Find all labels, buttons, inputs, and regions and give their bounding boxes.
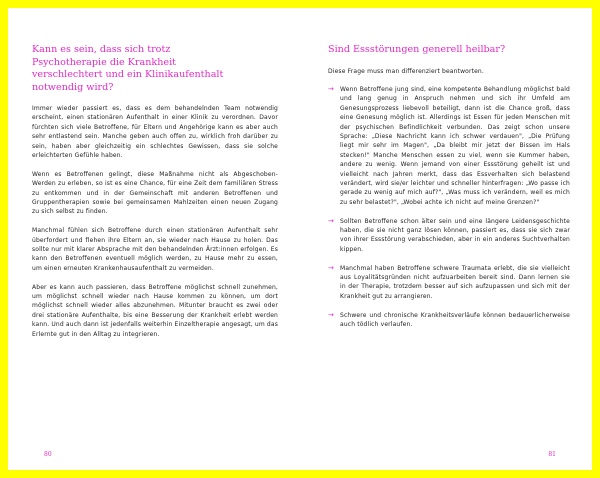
right-page <box>300 8 592 470</box>
list-item-text: Wenn Betroffene jung sind, eine kompetente Behandlung möglichst bald und lang genug in Anspruch nehmen und sich ihr Umfeld am Genesungsprozess liebevoll beteiligt, dann ist die Chance groß, dass eine Genesung möglich ist. Allerdings ist Essen für jeden Menschen mit der psychischen Befindlichkeit verbunden. Das zeigt schon unsere Sprache: „Diese Nachricht kann ich schwer verdauen", „Die Prüfung liegt mir sehr im Magen", „Da bleibt mir jetzt der Bissen im Hals stecken!" Manche Menschen essen zu viel, wenn sie Kummer haben, andere zu wenig. Wenn jemand von einer Essstörung geheilt ist und vielleicht nach Jahren merkt, dass das Essverhalten sich belastend verändert, wird sie/er leichter und schneller hinterfragen: „Wo passe ich gerade zu wenig auf mich auf?", „Was muss ich verändern, weil es mich zu sehr belastet?", „Wobei achte ich nicht auf meine Grenzen?" <box>340 85 570 206</box>
list-item-text: Schwere und chronische Krankheitsverläufe können bedauerlicherweise auch tödlich verlaufen. <box>340 311 570 329</box>
list-item <box>328 311 570 330</box>
left-paragraph-4: Aber es kann auch passieren, dass Betroffene möglichst schnell zunehmen, um möglichst schnell wieder nach Hause kommen zu können, um dort möglichst schnell wieder alles abzunehmen. Mitunter braucht es zwei oder drei stationäre Aufenthalte, bis eine Besserung der Krankheit erlebt werden kann. Und auch dann ist jedenfalls weiterhin Einzeltherapie angesagt, um das Erlernte gut in den Alltag zu integrieren. <box>32 283 278 338</box>
right-page-number: 81 <box>548 451 556 458</box>
left-paragraph-3: Manchmal fühlen sich Betroffene durch einen stationären Aufenthalt sehr überfordert und flehen ihre Eltern an, sie wieder nach Hause zu holen. Das sollte nur mit klarer Absprache mit den behandelnden Ärzt:innen erfolgen. Es kann den Betroffenen eventuell möglich werden, zu Hause mehr zu essen, um einen erneuten Krankenhausaufenthalt zu vermeiden. <box>32 227 278 272</box>
list-item-text: Sollten Betroffene schon älter sein und eine längere Leidensgeschichte haben, die sie nicht ganz lösen können, passiert es, dass sie sich zwar von ihrer Essstörung verabschieden, aber in ein anderes Suchtverhalten kippen. <box>340 217 570 253</box>
right-page-intro: Diese Frage muss man differenziert beantworten. <box>328 67 484 75</box>
list-item <box>328 264 570 302</box>
left-page-heading: Kann es sein, dass sich trotz Psychotherapie die Krankheit verschlechtert und ein Klinikaufenthalt notwendig wird? <box>32 44 224 93</box>
list-item <box>328 85 570 207</box>
list-item <box>328 217 570 255</box>
right-page-heading: Sind Essstörungen generell heilbar? <box>328 44 506 55</box>
arrow-right-icon: → <box>328 84 335 93</box>
arrow-right-icon: → <box>328 216 335 225</box>
arrow-right-icon: → <box>328 263 335 272</box>
left-page <box>8 8 300 470</box>
left-paragraph-1: Immer wieder passiert es, dass es dem behandelnden Team notwendig erscheint, einen stationären Aufenthalt in einer Klinik zu verordnen. Davor fürchten sich viele Betroffene, für Eltern und Angehörige kann es aber auch sehr entlastend sein. Manche geben auch offen zu, wirklich froh darüber zu sein, haben aber gleichzeitig ein schlechtes Gewissen, dass sie solche erleichterten Gefühle haben. <box>32 105 278 160</box>
list-item-text: Manchmal haben Betroffene schwere Traumata erlebt, die sie vielleicht aus Loyalitätsgründen nicht aufzuarbeiten bereit sind. Dann lernen sie in der Therapie, trotzdem besser auf sich aufzupassen und sich mit der Krankheit gut zu arrangieren. <box>340 264 570 300</box>
arrow-right-icon: → <box>328 310 335 319</box>
left-page-number: 80 <box>44 451 52 458</box>
book-spread <box>8 8 592 470</box>
left-paragraph-2: Wenn es Betroffenen gelingt, diese Maßnahme nicht als Abgeschoben-Werden zu erleben, so ist es eine Chance, für eine Zeit dem familiären Stress zu entkommen und in der Gemeinschaft mit anderen Betroffenen und Gruppentherapien sowie bei gemeinsamen Mahlzeiten einen neuen Zugang zu sich selbst zu finden. <box>32 170 278 216</box>
